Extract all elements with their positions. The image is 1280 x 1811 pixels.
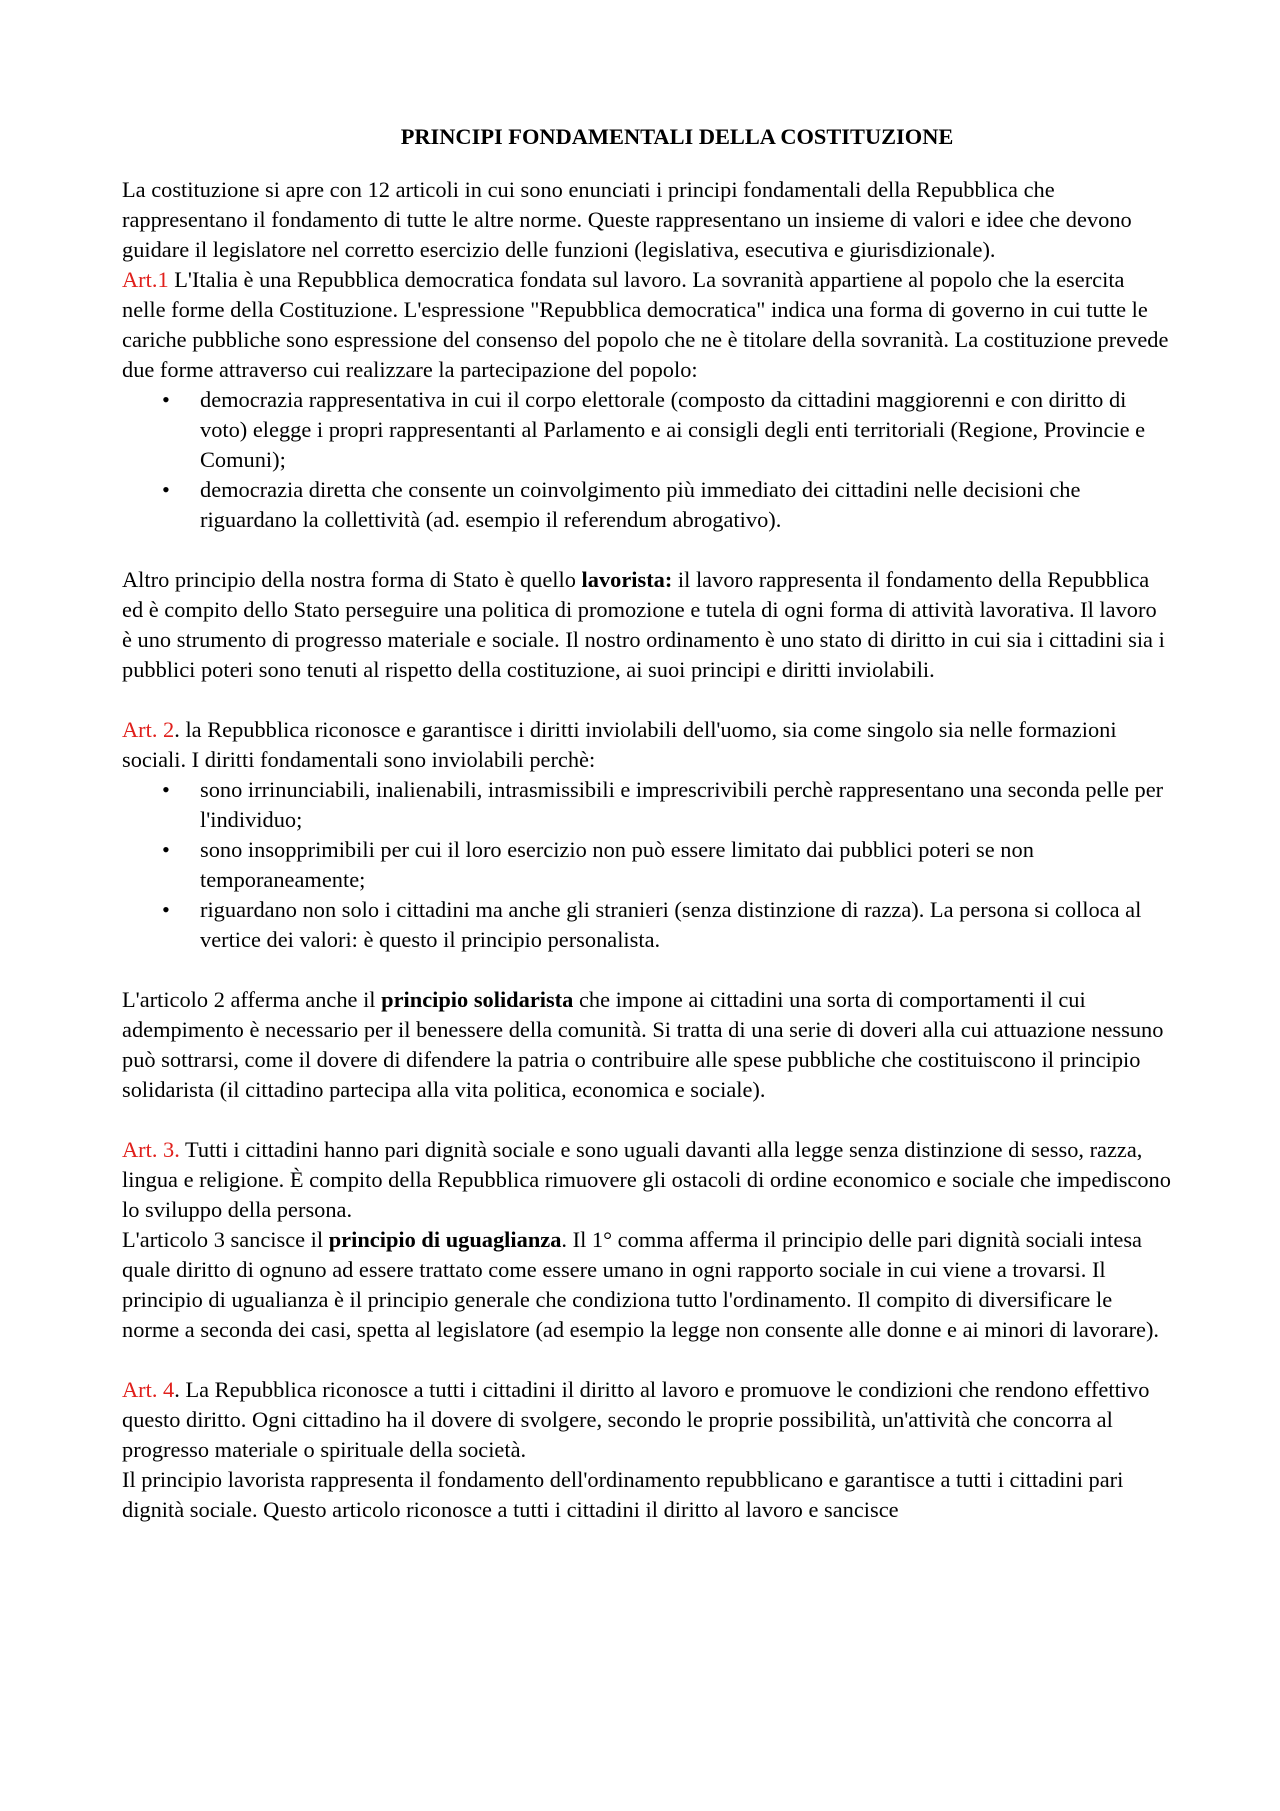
list-item: • riguardano non solo i cittadini ma anche gli stranieri (senza distinzione di razza). La persona si colloca al vertice dei valori: è questo il principio personalista. xyxy=(162,897,1142,952)
art4-paragraph xyxy=(122,1375,1172,1465)
art2-label: Art. 2 xyxy=(122,717,175,742)
uguaglianza-term: principio di uguaglianza xyxy=(328,1227,562,1252)
lavorista-term: lavorista: xyxy=(581,567,673,592)
document-body xyxy=(122,122,1172,1525)
art4-text: . La Repubblica riconosce a tutti i cittadini il diritto al lavoro e promuove le condizioni che rendono effettivo questo diritto. Ogni cittadino ha il dovere di svolgere, secondo le proprie possibilità, un'attività che concorra al progresso materiale o spirituale della società. xyxy=(122,1377,1150,1462)
art1-text: L'Italia è una Repubblica democratica fondata sul lavoro. La sovranità appartiene al popolo che la esercita nelle forme della Costituzione. L'espressione "Repubblica democratica" indica una forma di governo in cui tutte le cariche pubbliche sono espressione del consenso del popolo che ne è titolare della sovranità. La costituzione prevede due forme attraverso cui realizzare la partecipazione del popolo: xyxy=(122,267,1169,382)
solidarista-term: principio solidarista xyxy=(381,987,574,1012)
art3-paragraph xyxy=(122,1135,1172,1225)
art1-bullet-list xyxy=(122,385,1172,535)
art4-lavorista-paragraph: Il principio lavorista rappresenta il fondamento dell'ordinamento repubblicano e garantisce a tutti i cittadini pari dignità sociale. Questo articolo riconosce a tutti i cittadini il diritto al lavoro e sancisce xyxy=(122,1467,1124,1522)
document-title: PRINCIPI FONDAMENTALI DELLA COSTITUZIONE xyxy=(400,124,954,149)
solidarista-paragraph: L'articolo 2 afferma anche il principio solidarista che impone ai cittadini una sorta di comportamenti il cui adempimento è necessario per il benessere della comunità. Si tratta di una serie di doveri alla cui attuazione nessuno può sottrarsi, come il dovere di difendere la patria o contribuire alle spese pubbliche che costituiscono il principio solidarista (il cittadino partecipa alla vita politica, economica e sociale). xyxy=(122,987,1164,1102)
art1-label: Art.1 xyxy=(122,267,169,292)
art2-text: . la Repubblica riconosce e garantisce i diritti inviolabili dell'uomo, sia come singolo sia nelle formazioni sociali. I diritti fondamentali sono inviolabili perchè: xyxy=(122,717,1117,772)
art3-label: Art. 3. xyxy=(122,1137,180,1162)
bullet-icon: • xyxy=(162,837,170,862)
art1-paragraph xyxy=(122,265,1172,385)
list-item: • democrazia diretta che consente un coinvolgimento più immediato dei cittadini nelle decisioni che riguardano la collettività (ad. esempio il referendum abrogativo). xyxy=(162,477,1081,532)
art2-paragraph xyxy=(122,715,1172,775)
bullet-icon: • xyxy=(162,897,170,922)
intro-paragraph: La costituzione si apre con 12 articoli in cui sono enunciati i principi fondamentali della Repubblica che rappresentano il fondamento di tutte le altre norme. Queste rappresentano un insieme di valori e idee che devono guidare il legislatore nel corretto esercizio delle funzioni (legislativa, esecutiva e giurisdizionale). xyxy=(122,177,1132,262)
list-item: • sono insopprimibili per cui il loro esercizio non può essere limitato dai pubblici poteri se non temporaneamente; xyxy=(162,837,1034,892)
bullet-icon: • xyxy=(162,777,170,802)
bullet-icon: • xyxy=(162,387,170,412)
lavorista-paragraph: Altro principio della nostra forma di Stato è quello lavorista: il lavoro rappresenta il fondamento della Repubblica ed è compito dello Stato perseguire una politica di promozione e tutela di ogni forma di attività lavorativa. Il lavoro è uno strumento di progresso materiale e sociale. Il nostro ordinamento è uno stato di diritto in cui sia i cittadini sia i pubblici poteri sono tenuti al rispetto della costituzione, ai suoi principi e diritti inviolabili. xyxy=(122,567,1165,682)
art4-label: Art. 4 xyxy=(122,1377,175,1402)
list-item: • democrazia rappresentativa in cui il corpo elettorale (composto da cittadini maggiorenni e con diritto di voto) elegge i propri rappresentanti al Parlamento e ai consigli degli enti territoriali (Regione, Provincie e Comuni); xyxy=(162,387,1146,472)
bullet-icon: • xyxy=(162,477,170,502)
list-item: • sono irrinunciabili, inalienabili, intrasmissibili e imprescrivibili perchè rappresentano una seconda pelle per l'individuo; xyxy=(162,777,1164,832)
art2-bullet-list xyxy=(122,775,1172,955)
art3-uguaglianza-paragraph: L'articolo 3 sancisce il principio di uguaglianza. Il 1° comma afferma il principio delle pari dignità sociali intesa quale diritto di ognuno ad essere trattato come essere umano in ogni rapporto sociale in cui viene a trovarsi. Il principio di ugualianza è il principio generale che condiziona tutto l'ordinamento. Il compito di diversificare le norme a seconda dei casi, spetta al legislatore (ad esempio la legge non consente alle donne e ai minori di lavorare). xyxy=(122,1227,1160,1342)
art3-text: Tutti i cittadini hanno pari dignità sociale e sono uguali davanti alla legge senza distinzione di sesso, razza, lingua e religione. È compito della Repubblica rimuovere gli ostacoli di ordine economico e sociale che impediscono lo sviluppo della persona. xyxy=(122,1137,1171,1222)
